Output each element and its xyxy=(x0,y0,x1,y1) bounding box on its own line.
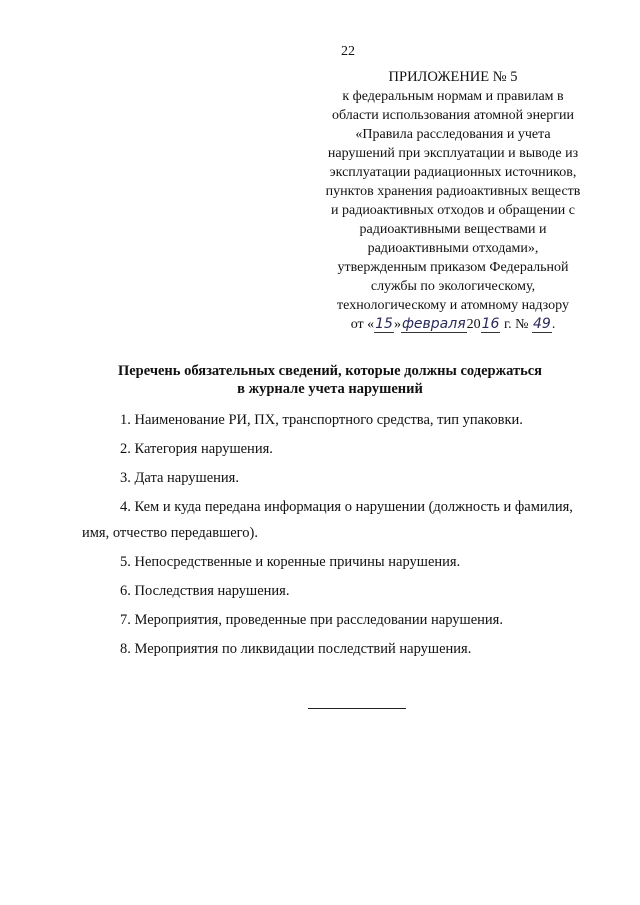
decree-year-prefix: 20 xyxy=(466,317,481,332)
appendix-line: к федеральным нормам и правилам в xyxy=(342,89,564,104)
list-item: 1. Наименование РИ, ПХ, транспортного средства, тип упаковки. xyxy=(120,412,523,428)
decree-year-handwritten: 16 xyxy=(481,316,500,332)
list-item: 5. Непосредственные и коренные причины нарушения. xyxy=(120,553,461,570)
decree-mid: » xyxy=(393,317,401,332)
list-item: 4. Кем и куда передана информация о нарушении (должность и фамилия, имя, отчество передавшего). xyxy=(82,499,573,541)
appendix-line: утвержденным приказом Федеральной xyxy=(337,260,569,275)
end-divider xyxy=(308,708,406,709)
decree-month-handwritten: февраля xyxy=(401,316,466,332)
list-item: 3. Дата нарушения. xyxy=(120,470,239,486)
appendix-line: пунктов хранения радиоактивных веществ xyxy=(325,184,581,199)
required-info-list xyxy=(82,408,592,662)
appendix-line: службы по экологическому, xyxy=(370,279,536,294)
list-item: 2. Категория нарушения. xyxy=(120,441,273,457)
decree-g-no: г. № xyxy=(500,317,532,332)
appendix-line: радиоактивными веществами и xyxy=(359,222,547,237)
decree-number-handwritten: 49 xyxy=(532,316,551,332)
appendix-title: ПРИЛОЖЕНИЕ № 5 xyxy=(388,69,518,85)
decree-day-handwritten: 15 xyxy=(375,316,393,332)
appendix-line: нарушений при эксплуатации и выводе из xyxy=(327,146,579,161)
list-item: 7. Мероприятия, проведенные при расследовании нарушения. xyxy=(120,611,503,628)
appendix-header xyxy=(300,68,606,334)
list-item: 8. Мероприятия по ликвидации последствий нарушения. xyxy=(120,640,472,657)
heading-line: Перечень обязательных сведений, которые должны содержаться xyxy=(117,363,543,379)
page-number: 22 xyxy=(341,44,355,59)
appendix-line: «Правила расследования и учета xyxy=(355,127,551,142)
appendix-line: радиоактивными отходами», xyxy=(367,241,539,256)
heading-line: в журнале учета нарушений xyxy=(237,381,423,397)
appendix-line: и радиоактивных отходов и обращении с xyxy=(330,203,575,218)
appendix-line: технологическому и атомному надзору xyxy=(337,298,569,313)
decree-date-line xyxy=(300,315,606,334)
appendix-line: эксплуатации радиационных источников, xyxy=(329,165,577,180)
decree-end: . xyxy=(551,317,556,332)
list-item: 6. Последствия нарушения. xyxy=(120,582,290,599)
document-heading xyxy=(80,362,580,398)
appendix-line: области использования атомной энергии xyxy=(332,108,574,123)
decree-prefix: от « xyxy=(350,317,375,332)
